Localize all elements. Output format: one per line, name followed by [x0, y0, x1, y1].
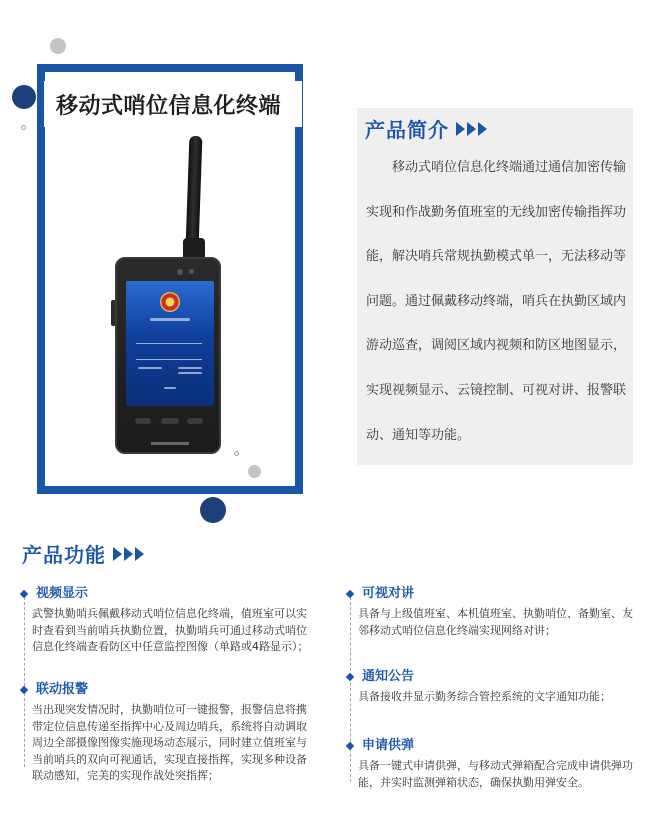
functions-heading-label: 产品功能	[22, 543, 106, 567]
feature-title: 联动报警	[24, 682, 310, 698]
feature-text: 具备一键式申请供弹，与移动式弹箱配合完成申请供弹功能，并实时监测弹箱状态，确保执勤用弹安全。	[358, 759, 633, 789]
feature-text: 具备接收并显示勤务综合管控系统的文字通知功能；	[358, 690, 611, 703]
device-button	[161, 418, 179, 424]
screen-field	[136, 337, 202, 344]
decor-circle-navy-left	[12, 85, 36, 109]
screen-line	[178, 372, 202, 374]
feature-title: 可视对讲	[350, 586, 640, 602]
decor-circle-tiny-left	[21, 125, 26, 130]
feature-text: 具备与上级值班室、本机值班室、执勤哨位、备勤室、友邻移动式哨位信息化终端实现网络对讲；	[358, 607, 633, 637]
device-sensor-icon	[189, 269, 194, 274]
feature-title: 申请供弹	[350, 738, 640, 754]
triple-chevron-right-icon	[456, 122, 489, 136]
police-emblem-icon	[160, 292, 180, 312]
decor-circle-navy-bottom	[200, 497, 226, 523]
feature-notice	[350, 669, 640, 706]
screen-line	[164, 387, 176, 389]
feature-text: 武警执勤哨兵佩戴移动式哨位信息化终端，值班室可以实时查看到当前哨兵执勤位置，执勤哨兵可通过移动式哨位信息化终端查看防区中任意监控图像（单路或4路显示）；	[32, 607, 309, 653]
screen-field	[136, 353, 202, 360]
device-camera-icon	[177, 269, 183, 275]
feature-text: 当出现突发情况时，执勤哨位可一键报警，报警信息将携带定位信息传递至指挥中心及周边哨兵，系统将自动调取周边全部摄像图像实施现场动态展示，同时建立值班室与当前哨兵的双向可视通话，实现直接指挥，实现多种设备联动感知，完美的实现作战处突指挥；	[32, 703, 307, 782]
title-box	[44, 81, 302, 127]
device-brand-mark	[151, 442, 189, 445]
decor-circle-gray-top	[50, 38, 66, 54]
screen-line	[178, 367, 202, 369]
screen-line	[150, 318, 190, 321]
intro-heading-label: 产品简介	[365, 118, 449, 142]
feature-video-intercom	[350, 586, 640, 639]
page-title: 移动式哨位信息化终端	[56, 93, 282, 119]
feature-linked-alarm	[24, 682, 310, 785]
intro-text: 移动式哨位信息化终端通过通信加密传输实现和作战勤务值班室的无线加密传输指挥功能，解决哨兵常规执勤模式单一，无法移动等问题。通过佩戴移动终端，哨兵在执勤区域内游动巡查，调阅区域内视频和防区地图显示，实现视频显示、云镜控制、可视对讲、报警联动、通知等功能。	[366, 160, 627, 443]
triple-chevron-right-icon	[113, 547, 146, 561]
screen-line	[138, 367, 162, 369]
device-body	[115, 257, 221, 454]
feature-ammo-request	[350, 738, 640, 791]
device-button	[135, 418, 151, 424]
functions-heading	[22, 539, 146, 568]
feature-title: 通知公告	[350, 669, 640, 685]
feature-title: 视频显示	[24, 586, 310, 602]
feature-video-display	[24, 586, 310, 656]
intro-heading	[365, 114, 489, 143]
device-screen	[126, 281, 214, 406]
device-button	[187, 418, 203, 424]
